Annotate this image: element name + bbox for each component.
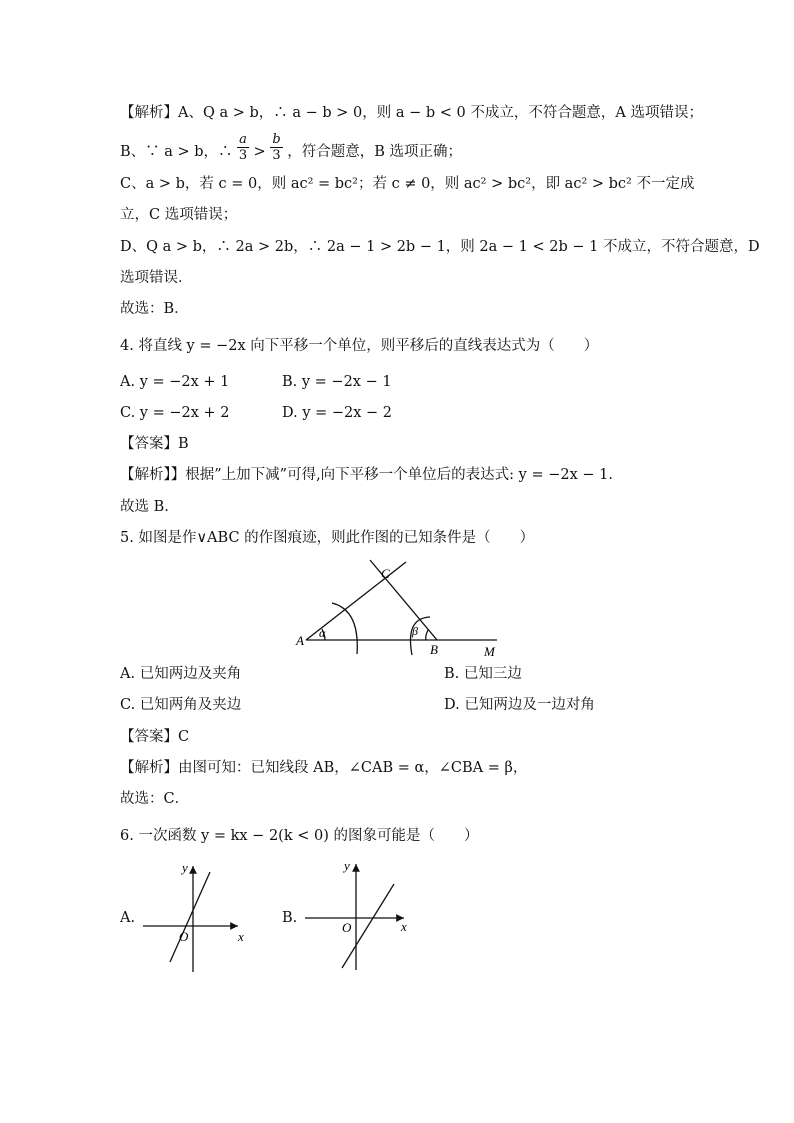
q5-option-d: D. 已知两边及一边对角 bbox=[444, 697, 595, 713]
fraction-numerator: b bbox=[272, 132, 281, 147]
graph-b-origin-label: O bbox=[342, 920, 352, 935]
q5-option-c: C. 已知两角及夹边 bbox=[120, 697, 242, 713]
construction-arc-b bbox=[410, 617, 430, 655]
fraction-numerator: a bbox=[239, 132, 247, 147]
angle-arc-beta bbox=[426, 630, 428, 640]
label-b: B bbox=[430, 642, 438, 657]
q5-option-a: A. 已知两边及夹角 bbox=[120, 666, 242, 682]
label-m: M bbox=[484, 644, 495, 659]
analysis-line-2-prefix: B、∵ a > b，∴ bbox=[120, 144, 238, 160]
analysis-line-2-suffix: ，符合题意，B 选项正确； bbox=[287, 144, 463, 160]
analysis-line-5: D、Q a > b，∴ 2a > 2b，∴ 2a − 1 > 2b − 1，则 2a − 1 < 2b − 1 不成立，不符合题意，D bbox=[120, 239, 760, 255]
analysis-line-6: 选项错误． bbox=[120, 270, 193, 286]
label-c: C bbox=[381, 566, 390, 581]
graph-a-x-label: x bbox=[238, 929, 244, 944]
question-5: 5. 如图是作∨ABC 的作图痕迹，则此作图的已知条件是（ ） bbox=[120, 530, 535, 546]
q4-explanation: 【解析】】根据”上加下减”可得,向下平移一个单位后的表达式: y = −2x − 1. bbox=[120, 467, 613, 483]
fraction-a-over-3 bbox=[237, 132, 249, 163]
graph-a-function-line bbox=[170, 872, 210, 962]
question-6: 6. 一次函数 y = kx − 2(k < 0) 的图象可能是（ ） bbox=[120, 828, 479, 844]
graph-b-y-label: y bbox=[344, 858, 350, 873]
graph-a-y-label: y bbox=[182, 860, 188, 875]
graph-b-function-line bbox=[342, 884, 394, 968]
ray-ac bbox=[306, 562, 406, 640]
q4-option-a: A. y = −2x + 1 bbox=[120, 374, 230, 390]
label-beta: β bbox=[412, 624, 418, 638]
analysis-conclusion: 故选：B． bbox=[120, 301, 189, 317]
q4-option-b: B. y = −2x − 1 bbox=[282, 374, 392, 390]
fraction-denominator: 3 bbox=[238, 148, 248, 163]
q4-option-c: C. y = −2x + 2 bbox=[120, 405, 230, 421]
graph-a-origin-label: O bbox=[179, 929, 189, 944]
question-4: 4. 将直线 y = −2x 向下平移一个单位，则平移后的直线表达式为（ ） bbox=[120, 338, 599, 354]
greater-than: > bbox=[253, 144, 271, 160]
q4-option-d: D. y = −2x − 2 bbox=[282, 405, 393, 421]
analysis-line-3: C、a > b，若 c = 0，则 ac² = bc²；若 c ≠ 0，则 ac² > bc²，即 ac² > bc² 不一定成 bbox=[120, 176, 695, 192]
label-alpha: α bbox=[319, 626, 326, 640]
ray-bc bbox=[370, 560, 437, 640]
analysis-line-1: 【解析】A、Q a > b，∴ a − b > 0，则 a − b < 0 不成立，不符合题意，A 选项错误； bbox=[120, 105, 703, 121]
angle-arc-alpha bbox=[322, 629, 325, 640]
fraction-denominator: 3 bbox=[272, 148, 281, 163]
q6-option-b-label: B. bbox=[282, 910, 298, 926]
q5-explanation: 【解析】由图可知：已知线段 AB，∠CAB = α，∠CBA = β， bbox=[120, 760, 528, 776]
construction-arc-a bbox=[332, 603, 357, 654]
q5-answer: 【答案】C bbox=[120, 729, 190, 745]
graph-b-x-label: x bbox=[401, 919, 407, 934]
q5-option-b: B. 已知三边 bbox=[444, 666, 522, 682]
q6-option-a-label: A. bbox=[120, 910, 136, 926]
q5-conclusion: 故选：C． bbox=[120, 791, 190, 807]
q4-answer: 【答案】B bbox=[120, 436, 189, 452]
q4-conclusion: 故选 B. bbox=[120, 499, 169, 515]
label-a: A bbox=[296, 633, 304, 648]
analysis-line-2 bbox=[120, 133, 462, 167]
analysis-line-4: 立，C 选项错误； bbox=[120, 207, 238, 223]
fraction-b-over-3 bbox=[270, 132, 282, 163]
